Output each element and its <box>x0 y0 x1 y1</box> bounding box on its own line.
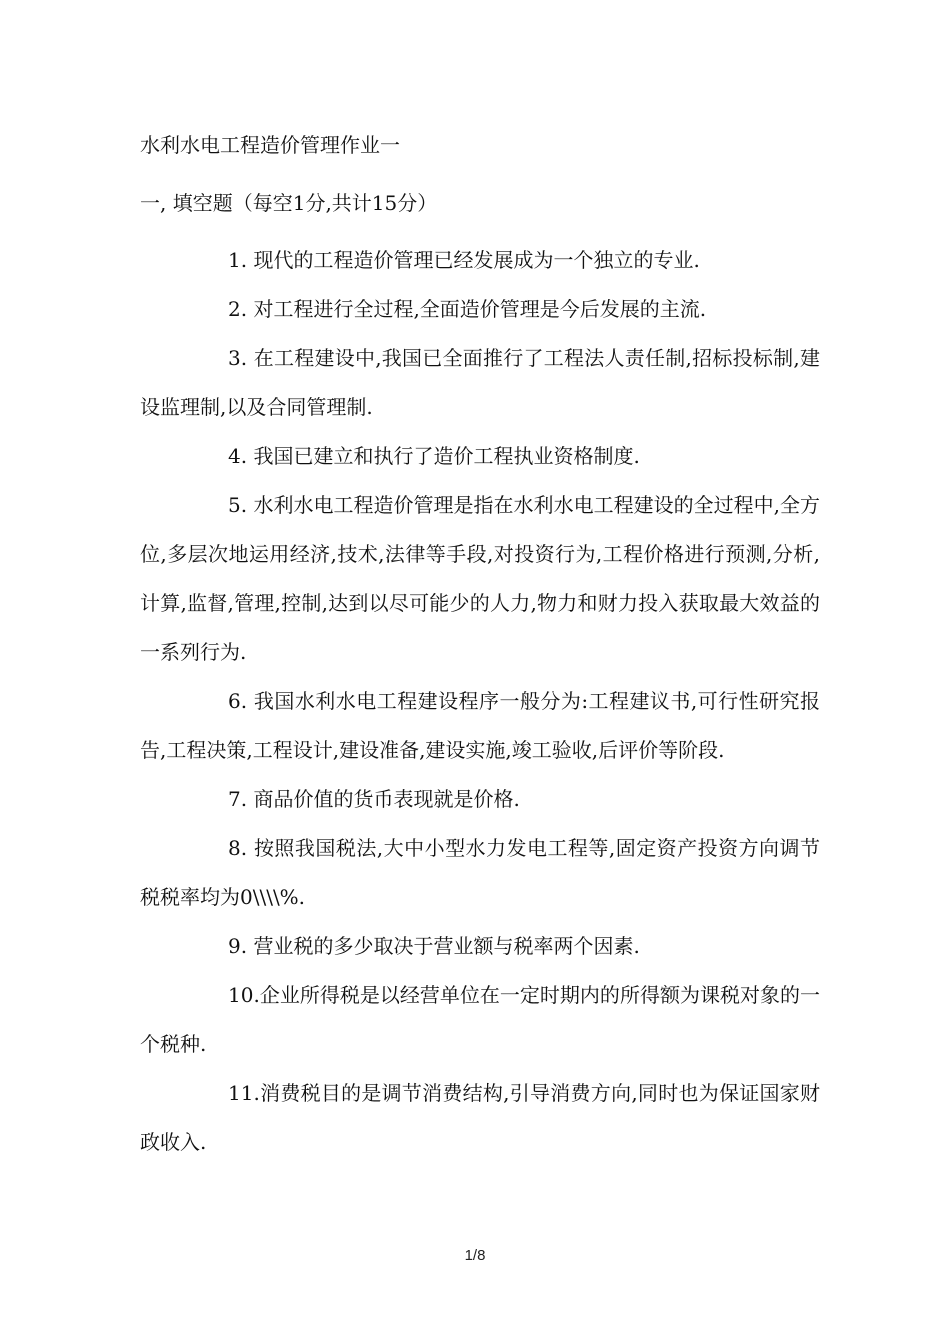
document-title: 水利水电工程造价管理作业一 <box>140 133 400 157</box>
item-number: 1. <box>228 248 248 272</box>
list-item <box>140 285 820 334</box>
item-text: 营业税的多少取决于营业额与税率两个因素. <box>253 934 640 958</box>
list-item <box>140 775 820 824</box>
item-number: 2. <box>228 297 248 321</box>
item-text: 对工程进行全过程,全面造价管理是今后发展的主流. <box>253 297 707 321</box>
question-list <box>140 236 820 1167</box>
item-text: 按照我国税法,大中小型水力发电工程等,固定资产投资方向调节税税率均为0\\\\%. <box>140 836 821 909</box>
item-number: 5. <box>228 493 248 517</box>
list-item <box>140 481 820 677</box>
item-number: 3. <box>228 346 248 370</box>
item-text: 我国水利水电工程建设程序一般分为:工程建议书,可行性研究报告,工程决策,工程设计,建设准备,建设实施,竣工验收,后评价等阶段. <box>140 689 820 762</box>
item-text: 企业所得税是以经营单位在一定时期内的所得额为课税对象的一个税种. <box>140 983 820 1056</box>
item-text: 在工程建设中,我国已全面推行了工程法人责任制,招标投标制,建设监理制,以及合同管理制. <box>140 346 820 419</box>
list-item <box>140 432 820 481</box>
item-text: 水利水电工程造价管理是指在水利水电工程建设的全过程中,全方位,多层次地运用经济,技术,法律等手段,对投资行为,工程价格进行预测,分析,计算,监督,管理,控制,达到以尽可能少的人力,物力和财力投入获取最大效益的一系列行为. <box>140 493 821 664</box>
item-number: 4. <box>228 444 248 468</box>
item-number: 6. <box>228 689 248 713</box>
item-number: 7. <box>228 787 248 811</box>
item-number: 9. <box>228 934 248 958</box>
page-number: 1/8 <box>464 1247 486 1264</box>
item-text: 现代的工程造价管理已经发展成为一个独立的专业. <box>253 248 700 272</box>
section-heading: 一, 填空题（每空1分,共计15分） <box>140 191 438 215</box>
list-item <box>140 677 820 775</box>
item-text: 商品价值的货币表现就是价格. <box>253 787 520 811</box>
item-text: 我国已建立和执行了造价工程执业资格制度. <box>253 444 640 468</box>
item-text: 消费税目的是调节消费结构,引导消费方向,同时也为保证国家财政收入. <box>140 1081 820 1154</box>
list-item <box>140 236 820 285</box>
list-item <box>140 971 820 1069</box>
list-item <box>140 922 820 971</box>
list-item <box>140 824 820 922</box>
list-item <box>140 334 820 432</box>
item-number: 11. <box>228 1081 260 1105</box>
item-number: 10. <box>228 983 260 1007</box>
list-item <box>140 1069 820 1167</box>
item-number: 8. <box>228 836 248 860</box>
